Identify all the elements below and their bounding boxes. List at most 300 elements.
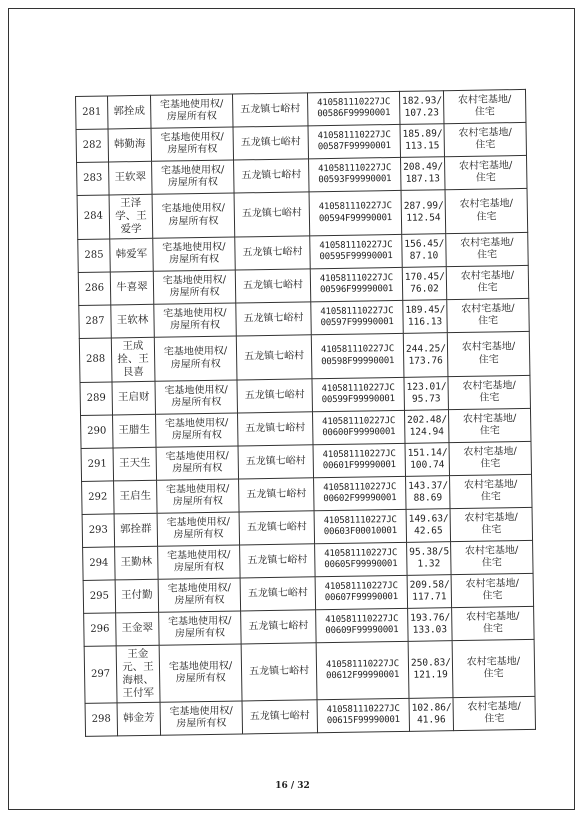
usage-type-line: 农村宅基地/ xyxy=(463,445,517,458)
unit-code-line: 410581110227JC xyxy=(317,96,391,108)
usage-type-line: 住宅 xyxy=(476,210,497,223)
area-cell xyxy=(409,698,454,732)
unit-code-line: 410581110227JC xyxy=(320,344,395,356)
usage-type-line: 住宅 xyxy=(481,524,502,536)
right-type-line: 房屋所有权 xyxy=(167,143,218,156)
area-line: 107.23 xyxy=(404,107,440,119)
location-cell: 五龙镇七峪村 xyxy=(236,302,312,336)
owner-name-line: 王软翠 xyxy=(114,171,147,184)
owner-name-cell xyxy=(114,513,158,547)
row-number-cell: 284 xyxy=(77,195,110,239)
right-type-line: 宅基地使用权/ xyxy=(166,516,230,529)
owner-name-cell xyxy=(108,95,152,129)
unit-code-cell xyxy=(307,91,400,125)
unit-code-line: 410581110227JC xyxy=(325,658,400,670)
unit-code-line: 00595F99990001 xyxy=(319,251,393,263)
unit-code-line: 00612F99990001 xyxy=(326,669,400,682)
table-row xyxy=(84,639,535,703)
location-cell: 五龙镇七峪村 xyxy=(236,335,312,380)
unit-code-cell xyxy=(313,443,406,477)
right-type-cell xyxy=(151,127,234,161)
owner-name-line: 韩爱军 xyxy=(115,248,148,261)
usage-type-line: 住宅 xyxy=(483,668,504,680)
right-type-cell xyxy=(159,611,242,645)
right-type-line: 房屋所有权 xyxy=(176,717,227,730)
location-cell: 五龙镇七峪村 xyxy=(232,93,308,127)
usage-type-line: 住宅 xyxy=(475,172,496,184)
unit-code-cell xyxy=(315,575,408,609)
area-cell xyxy=(408,608,453,642)
owner-name-line: 爱学 xyxy=(120,223,142,236)
right-type-line: 房屋所有权 xyxy=(172,462,223,475)
area-line: 189.45/ xyxy=(405,304,446,316)
right-type-line: 宅基地使用权/ xyxy=(165,450,229,463)
usage-type-line: 住宅 xyxy=(480,491,501,503)
right-type-line: 房屋所有权 xyxy=(170,319,221,332)
right-type-line: 房屋所有权 xyxy=(174,594,225,607)
location-cell: 五龙镇七峪村 xyxy=(233,126,309,160)
owner-name-line: 王成 xyxy=(122,339,144,353)
unit-code-line: 410581110227JC xyxy=(319,272,394,284)
owner-name-cell xyxy=(110,238,154,272)
owner-name-cell xyxy=(113,414,157,448)
owner-name-line: 王腊生 xyxy=(118,424,151,437)
unit-code-cell xyxy=(316,641,409,699)
area-cell xyxy=(403,300,448,334)
unit-code-line: 410581110227JC xyxy=(319,239,393,251)
right-type-line: 房屋所有权 xyxy=(175,672,226,685)
right-type-line: 宅基地使用权/ xyxy=(165,483,230,496)
usage-type-cell xyxy=(451,540,534,574)
unit-code-line: 00598F99990001 xyxy=(321,355,395,367)
area-line: 102.86/ xyxy=(411,702,452,714)
usage-type-line: 住宅 xyxy=(476,249,498,261)
owner-name-cell xyxy=(116,612,160,646)
owner-name-cell xyxy=(115,546,159,580)
right-type-cell xyxy=(156,446,239,480)
unit-code-line: 00603F00010001 xyxy=(323,525,397,538)
area-cell xyxy=(407,575,452,609)
location-cell: 五龙镇七峪村 xyxy=(239,478,315,512)
right-type-cell xyxy=(157,479,240,513)
unit-code-line: 410581110227JC xyxy=(325,613,399,625)
owner-name-cell xyxy=(116,645,160,703)
area-line: 173.76 xyxy=(408,354,443,367)
area-line: 1.32 xyxy=(417,558,441,570)
unit-code-cell xyxy=(309,157,402,191)
unit-code-cell xyxy=(314,476,407,510)
area-cell xyxy=(404,377,449,411)
right-type-line: 宅基地使用权/ xyxy=(163,307,227,320)
owner-name-line: 王天生 xyxy=(118,457,151,470)
right-type-cell xyxy=(158,578,241,612)
unit-code-line: 410581110227JC xyxy=(323,481,397,493)
right-type-line: 房屋所有权 xyxy=(173,561,225,574)
usage-type-line: 农村宅基地/ xyxy=(460,236,514,249)
right-type-cell xyxy=(152,160,235,194)
owner-name-cell xyxy=(114,480,158,514)
usage-type-line: 住宅 xyxy=(477,282,498,294)
unit-code-line: 00605F99990001 xyxy=(324,558,398,571)
location-cell: 五龙镇七峪村 xyxy=(240,544,316,578)
location-cell: 五龙镇七峪村 xyxy=(242,700,318,734)
unit-code-line: 00600F99990001 xyxy=(322,427,396,439)
area-line: 149.63/ xyxy=(408,513,449,525)
unit-code-cell xyxy=(317,698,410,732)
unit-code-cell xyxy=(312,377,405,411)
owner-name-cell xyxy=(109,161,153,195)
unit-code-line: 00615F99990001 xyxy=(326,714,400,727)
area-line: 42.65 xyxy=(413,525,443,537)
area-line: 185.89/ xyxy=(402,128,443,140)
page-number: 16 / 32 xyxy=(275,781,310,791)
unit-code-line: 410581110227JC xyxy=(324,580,398,592)
location-cell: 五龙镇七峪村 xyxy=(237,379,313,413)
table-row xyxy=(85,696,535,736)
area-line: 156.45/ xyxy=(404,238,445,250)
area-line: 95.73 xyxy=(411,393,441,405)
owner-name-line: 王付军 xyxy=(122,686,155,700)
unit-code-cell xyxy=(310,267,403,301)
area-line: 208.49/ xyxy=(403,161,444,173)
location-cell: 五龙镇七峪村 xyxy=(237,412,313,446)
location-cell: 五龙镇七峪村 xyxy=(235,269,311,303)
right-type-cell xyxy=(152,193,235,238)
right-type-line: 房屋所有权 xyxy=(169,253,220,266)
area-line: 133.03 xyxy=(412,624,448,636)
area-line: 117.71 xyxy=(412,591,447,603)
owner-name-line: 王付勤 xyxy=(121,589,153,602)
unit-code-cell xyxy=(316,608,409,642)
right-type-cell xyxy=(153,237,236,271)
usage-type-line: 住宅 xyxy=(479,392,500,404)
owner-name-line: 艮喜 xyxy=(122,366,144,379)
usage-type-line: 农村宅基地/ xyxy=(461,302,515,315)
right-type-cell xyxy=(153,270,236,304)
unit-code-line: 00602F99990001 xyxy=(323,493,397,505)
usage-type-line: 农村宅基地/ xyxy=(464,511,518,524)
right-type-line: 房屋所有权 xyxy=(166,110,217,123)
area-line: 287.99/ xyxy=(403,199,444,212)
right-type-line: 房屋所有权 xyxy=(170,358,221,371)
right-type-line: 房屋所有权 xyxy=(171,396,222,409)
usage-type-cell xyxy=(448,375,531,409)
area-line: 123.01/ xyxy=(406,381,447,393)
unit-code-line: 00599F99990001 xyxy=(321,394,395,406)
area-line: 76.02 xyxy=(410,283,439,295)
right-type-cell xyxy=(154,303,237,337)
usage-type-cell xyxy=(445,188,528,233)
area-cell xyxy=(399,91,444,125)
owner-name-line: 元、王 xyxy=(122,660,154,674)
row-number-cell: 297 xyxy=(84,646,117,703)
usage-type-line: 住宅 xyxy=(475,139,496,151)
usage-type-line: 住宅 xyxy=(474,106,495,118)
unit-code-line: 00593F99990001 xyxy=(318,174,392,186)
owner-name-line: 牛喜翠 xyxy=(116,281,148,294)
area-cell xyxy=(403,333,448,378)
unit-code-cell xyxy=(310,234,403,268)
usage-type-cell xyxy=(444,122,527,156)
unit-code-line: 00597F99990001 xyxy=(320,317,394,329)
area-cell xyxy=(407,542,452,576)
usage-type-cell xyxy=(451,573,534,607)
right-type-cell xyxy=(159,644,242,702)
area-cell xyxy=(402,234,447,268)
right-type-line: 房屋所有权 xyxy=(174,627,226,640)
area-line: 41.96 xyxy=(416,714,446,726)
usage-type-line: 住宅 xyxy=(484,713,505,725)
right-type-line: 宅基地使用权/ xyxy=(162,274,227,287)
unit-code-cell xyxy=(311,333,404,378)
location-cell: 五龙镇七峪村 xyxy=(241,610,317,644)
right-type-line: 宅基地使用权/ xyxy=(163,345,228,358)
area-line: 112.54 xyxy=(406,211,441,224)
usage-type-cell xyxy=(444,155,527,189)
right-type-line: 房屋所有权 xyxy=(172,495,223,508)
right-type-line: 宅基地使用权/ xyxy=(164,384,228,397)
owner-name-line: 王软林 xyxy=(116,314,149,327)
row-number-cell: 289 xyxy=(80,382,113,415)
area-cell xyxy=(404,410,449,444)
document-scan xyxy=(75,89,535,737)
usage-type-line: 农村宅基地/ xyxy=(458,126,512,139)
row-number-cell: 295 xyxy=(83,580,116,613)
usage-type-cell xyxy=(447,331,530,376)
owner-name-cell xyxy=(109,194,153,239)
area-line: 182.93/ xyxy=(402,95,443,107)
owner-name-line: 王勤林 xyxy=(120,556,153,569)
area-cell xyxy=(400,124,445,158)
usage-type-cell xyxy=(450,474,533,508)
row-number-cell: 290 xyxy=(81,415,114,448)
right-type-cell xyxy=(150,94,233,128)
area-line: 88.69 xyxy=(413,492,443,504)
area-line: 202.48/ xyxy=(407,414,448,426)
owner-name-line: 王启财 xyxy=(117,391,150,404)
unit-code-cell xyxy=(314,509,407,543)
owner-name-line: 学、王 xyxy=(115,209,147,223)
area-cell xyxy=(406,476,451,510)
right-type-cell xyxy=(160,701,243,735)
row-number-cell: 294 xyxy=(83,547,116,580)
row-number-cell: 293 xyxy=(82,514,115,547)
right-type-line: 宅基地使用权/ xyxy=(160,131,224,144)
row-number-cell: 296 xyxy=(84,613,117,646)
owner-name-cell xyxy=(111,337,155,382)
usage-type-line: 农村宅基地/ xyxy=(462,379,516,392)
area-line: 124.94 xyxy=(409,426,445,438)
area-cell xyxy=(401,157,446,191)
row-number-cell: 283 xyxy=(77,162,110,195)
area-line: 187.13 xyxy=(405,173,441,185)
unit-code-line: 410581110227JC xyxy=(326,703,400,715)
area-line: 250.83/ xyxy=(410,657,452,669)
usage-type-line: 农村宅基地/ xyxy=(459,198,514,210)
unit-code-line: 410581110227JC xyxy=(322,448,396,460)
area-cell xyxy=(406,509,451,543)
right-type-line: 房屋所有权 xyxy=(171,429,222,442)
row-number-cell: 281 xyxy=(76,96,109,129)
usage-type-line: 农村宅基地/ xyxy=(466,655,521,668)
area-line: 193.76/ xyxy=(410,612,451,624)
usage-type-line: 住宅 xyxy=(478,315,499,327)
owner-name-line: 韩金芳 xyxy=(122,712,155,725)
unit-code-cell xyxy=(312,410,405,444)
row-number-cell: 298 xyxy=(85,703,118,736)
usage-type-line: 住宅 xyxy=(482,590,503,602)
right-type-line: 宅基地使用权/ xyxy=(167,615,232,628)
row-number-cell: 285 xyxy=(78,239,111,272)
owner-name-line: 郭拴成 xyxy=(113,105,146,118)
usage-type-line: 住宅 xyxy=(478,353,499,366)
location-cell: 五龙镇七峪村 xyxy=(240,577,316,611)
area-cell xyxy=(402,267,447,301)
right-type-line: 宅基地使用权/ xyxy=(166,549,231,562)
unit-code-line: 410581110227JC xyxy=(318,162,392,174)
area-line: 87.10 xyxy=(409,250,439,262)
owner-name-cell xyxy=(110,271,154,305)
usage-type-line: 农村宅基地/ xyxy=(467,700,521,713)
usage-type-cell xyxy=(453,696,536,730)
unit-code-cell xyxy=(315,542,408,576)
unit-code-line: 410581110227JC xyxy=(322,415,396,427)
usage-type-cell xyxy=(443,89,526,123)
owner-name-line: 韩勤海 xyxy=(113,138,146,151)
right-type-line: 宅基地使用权/ xyxy=(168,660,233,673)
usage-type-line: 农村宅基地/ xyxy=(460,269,515,282)
area-line: 121.19 xyxy=(413,669,448,681)
area-line: 116.13 xyxy=(407,316,443,328)
unit-code-line: 410581110227JC xyxy=(323,514,397,526)
owner-name-line: 王启生 xyxy=(119,490,152,503)
unit-code-line: 00586F99990001 xyxy=(317,108,391,120)
unit-code-line: 00587F99990001 xyxy=(317,141,391,153)
location-cell: 五龙镇七峪村 xyxy=(234,192,310,237)
location-cell: 五龙镇七峪村 xyxy=(239,511,315,545)
usage-type-cell xyxy=(446,232,529,266)
unit-code-line: 410581110227JC xyxy=(320,305,394,317)
right-type-line: 房屋所有权 xyxy=(168,215,219,228)
owner-name-line: 王金 xyxy=(127,647,149,660)
row-number-cell: 287 xyxy=(79,305,112,338)
usage-type-cell xyxy=(448,408,531,442)
area-line: 170.45/ xyxy=(404,271,446,283)
owner-name-line: 郭拴群 xyxy=(119,523,152,536)
unit-code-cell xyxy=(311,300,404,334)
table-row xyxy=(77,188,528,239)
area-line: 151.14/ xyxy=(407,447,448,459)
right-type-cell xyxy=(158,545,241,579)
right-type-line: 房屋所有权 xyxy=(169,286,220,299)
usage-type-line: 住宅 xyxy=(479,425,500,437)
area-line: 244.25/ xyxy=(405,342,447,355)
usage-type-line: 农村宅基地/ xyxy=(465,610,520,623)
usage-type-line: 农村宅基地/ xyxy=(464,544,519,557)
row-number-cell: 282 xyxy=(76,129,109,162)
right-type-line: 宅基地使用权/ xyxy=(161,202,226,215)
unit-code-cell xyxy=(308,124,401,158)
usage-type-cell xyxy=(452,606,535,640)
area-line: 209.58/ xyxy=(409,579,450,591)
usage-type-cell xyxy=(452,639,535,697)
right-type-line: 宅基地使用权/ xyxy=(164,417,229,430)
usage-type-line: 住宅 xyxy=(481,557,502,569)
usage-type-cell xyxy=(450,507,533,541)
right-type-line: 宅基地使用权/ xyxy=(160,164,225,177)
owner-name-cell xyxy=(111,304,155,338)
usage-type-line: 农村宅基地/ xyxy=(462,412,517,425)
row-number-cell: 292 xyxy=(82,481,115,514)
location-cell: 五龙镇七峪村 xyxy=(234,159,310,193)
right-type-line: 房屋所有权 xyxy=(173,528,224,541)
usage-type-line: 住宅 xyxy=(482,623,504,635)
area-line: 100.74 xyxy=(410,459,445,471)
owner-name-line: 拴、王 xyxy=(117,352,149,366)
location-cell: 五龙镇七峪村 xyxy=(241,643,317,701)
owner-name-line: 王泽 xyxy=(120,196,142,210)
area-cell xyxy=(401,190,446,235)
area-cell xyxy=(405,443,450,477)
usage-type-cell xyxy=(447,298,530,332)
owner-name-line: 海根、 xyxy=(122,673,155,687)
usage-type-line: 农村宅基地/ xyxy=(461,341,516,353)
right-type-cell xyxy=(154,336,237,381)
usage-type-line: 农村宅基地/ xyxy=(457,93,512,106)
right-type-cell xyxy=(157,512,240,546)
area-line: 143.37/ xyxy=(408,480,449,492)
row-number-cell: 286 xyxy=(78,272,111,305)
owner-name-cell xyxy=(112,381,156,415)
usage-type-line: 住宅 xyxy=(480,458,501,470)
owner-name-cell xyxy=(117,702,161,736)
location-cell: 五龙镇七峪村 xyxy=(235,236,311,270)
usage-type-cell xyxy=(449,441,532,475)
owner-name-cell xyxy=(113,447,157,481)
right-type-cell xyxy=(155,380,238,414)
right-type-line: 宅基地使用权/ xyxy=(169,705,233,718)
unit-code-line: 410581110227JC xyxy=(321,382,395,394)
right-type-line: 房屋所有权 xyxy=(167,176,218,189)
location-cell: 五龙镇七峪村 xyxy=(238,445,314,479)
unit-code-line: 410581110227JC xyxy=(317,129,391,141)
right-type-line: 宅基地使用权/ xyxy=(159,98,224,111)
right-type-line: 宅基地使用权/ xyxy=(162,241,226,254)
usage-type-line: 农村宅基地/ xyxy=(465,577,519,590)
usage-type-cell xyxy=(446,265,529,299)
unit-code-line: 00607F99990001 xyxy=(324,591,399,604)
area-cell xyxy=(408,641,453,699)
unit-code-cell xyxy=(309,190,402,235)
unit-code-line: 00594F99990001 xyxy=(318,212,393,224)
owner-name-cell xyxy=(115,579,159,613)
registration-table xyxy=(75,89,536,737)
area-line: 95.38/5 xyxy=(409,546,450,558)
owner-name-cell xyxy=(108,128,152,162)
table-row xyxy=(79,331,530,382)
unit-code-line: 410581110227JC xyxy=(324,547,398,559)
owner-name-line: 王金翠 xyxy=(121,622,154,635)
area-line: 113.15 xyxy=(405,140,440,152)
unit-code-line: 00601F99990001 xyxy=(322,460,396,472)
table-body xyxy=(76,89,536,736)
usage-type-line: 农村宅基地/ xyxy=(458,159,513,172)
usage-type-line: 农村宅基地/ xyxy=(463,478,518,491)
row-number-cell: 288 xyxy=(79,338,112,382)
right-type-cell xyxy=(156,413,239,447)
right-type-line: 宅基地使用权/ xyxy=(167,582,232,595)
unit-code-line: 00609F99990001 xyxy=(325,624,399,637)
